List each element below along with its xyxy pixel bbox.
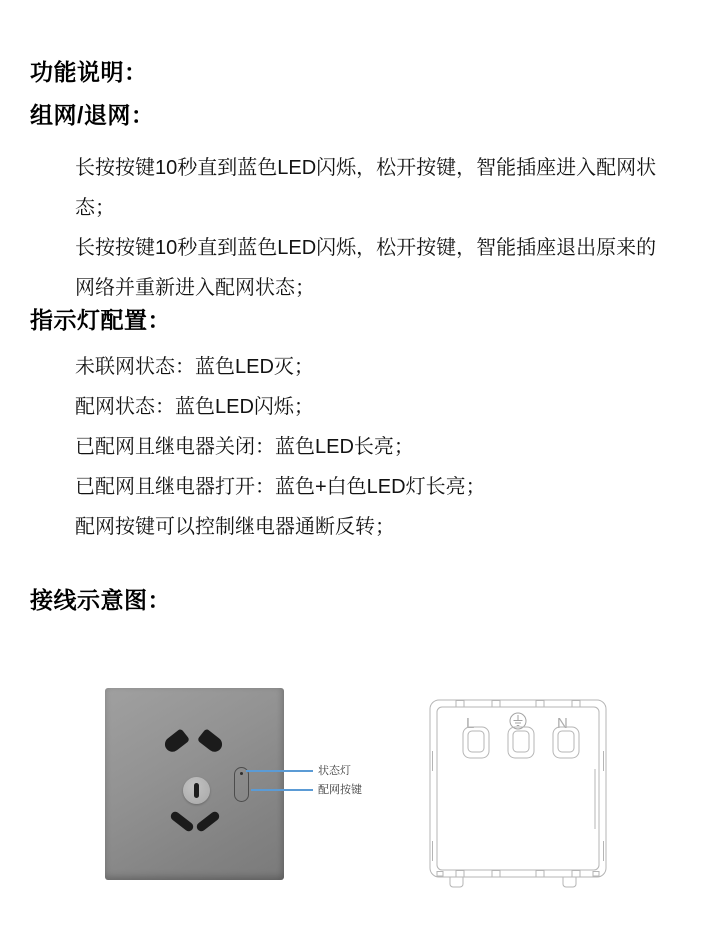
section-heading-network: 组网/退网： xyxy=(30,102,155,128)
earth-pin-recess xyxy=(183,777,210,804)
terminal-n-inner xyxy=(558,731,574,752)
network-paragraphs xyxy=(75,148,673,308)
status-light-label: 状态灯 xyxy=(318,765,351,777)
list-item: 已配网且继电器关闭：蓝色LED长亮； xyxy=(75,436,414,458)
list-item: 配网状态：蓝色LED闪烁； xyxy=(75,396,314,418)
bottom-corner-mark xyxy=(593,872,599,877)
mount-tab xyxy=(563,877,576,887)
list-item: 配网按键可以控制继电器通断反转； xyxy=(75,516,395,538)
config-button-label: 配网按键 xyxy=(318,784,362,796)
bottom-notch xyxy=(536,871,544,878)
bottom-notch xyxy=(456,871,464,878)
top-notch xyxy=(456,701,464,708)
terminal-l-inner xyxy=(468,731,484,752)
section-heading-indicator: 指示灯配置： xyxy=(30,307,171,333)
three-pin-hole-right xyxy=(195,810,221,833)
mount-tab xyxy=(450,877,463,887)
section-heading-function: 功能说明： xyxy=(30,59,148,85)
indicator-list xyxy=(75,347,675,547)
bottom-corner-mark xyxy=(437,872,443,877)
bottom-notch xyxy=(492,871,500,878)
leader-line-config xyxy=(251,789,313,791)
section-heading-wiring: 接线示意图： xyxy=(30,587,171,613)
top-notch xyxy=(572,701,580,708)
terminal-ground xyxy=(508,727,534,758)
terminal-label-n: N xyxy=(557,715,568,732)
top-notch xyxy=(492,701,500,708)
top-notch xyxy=(536,701,544,708)
three-pin-hole-left xyxy=(169,810,195,833)
socket-back-drawing xyxy=(428,694,608,892)
two-pin-hole-right xyxy=(197,728,225,755)
terminal-ground-inner xyxy=(513,731,529,752)
list-item: 未联网状态：蓝色LED灭； xyxy=(75,356,314,378)
terminal-label-l: L xyxy=(466,715,475,732)
bottom-notch xyxy=(572,871,580,878)
network-paragraph: 长按按键10秒直到蓝色LED闪烁，松开按键，智能插座进入配网状态； xyxy=(75,157,657,219)
leader-line-status xyxy=(246,770,313,772)
list-item: 已配网且继电器打开：蓝色+白色LED灯长亮； xyxy=(75,476,486,498)
socket-front-illustration xyxy=(105,688,284,880)
two-pin-hole-left xyxy=(162,728,190,755)
socket-back-svg xyxy=(428,694,608,892)
network-paragraph: 长按按键10秒直到蓝色LED闪烁，松开按键，智能插座退出原来的网络并重新进入配网状态； xyxy=(75,237,657,299)
earth-pin-hole xyxy=(194,783,199,798)
status-led-icon xyxy=(240,772,243,775)
